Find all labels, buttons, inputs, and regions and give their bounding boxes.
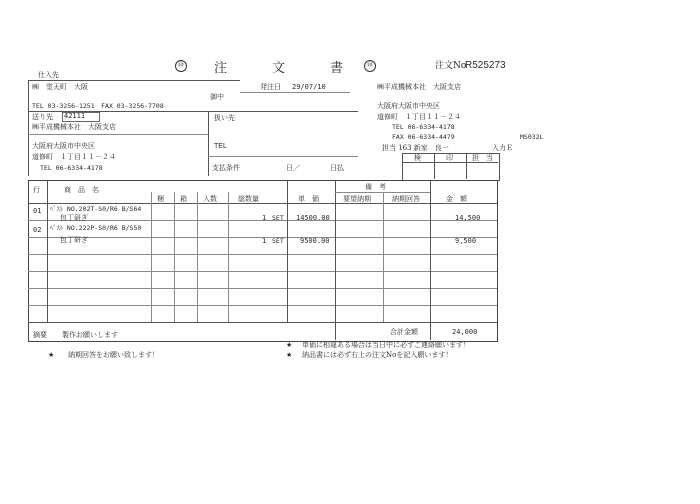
- col-header-line: 行: [33, 186, 40, 194]
- charge-label: 担 当: [472, 154, 493, 162]
- ship-to-company: ㈱平成機械本社 大阪支店: [32, 123, 116, 131]
- payment-day-label2: 日払: [330, 164, 344, 172]
- order-no-value: R525273: [465, 60, 506, 71]
- row-product: ﾍﾞｽﾄ NO.202T-S0/R6 B/S64: [50, 205, 142, 213]
- row-uom: SET: [272, 237, 284, 245]
- row-amount: 9,500: [455, 237, 477, 245]
- col-header-amount: 金 額: [446, 195, 467, 203]
- approval-label: 検: [414, 154, 421, 162]
- seal-label: 印: [446, 154, 453, 162]
- order-no-label: 注文No: [435, 61, 467, 71]
- col-header-product: 商 品 名: [64, 186, 99, 194]
- seal-mark-right: ㊞: [364, 60, 376, 72]
- ship-to-address2: 道修町 １丁目１１－２４: [32, 153, 116, 161]
- issuer-address1: 大阪府大阪市中央区: [377, 102, 440, 110]
- row-product-sub: 包丁研ぎ: [60, 236, 88, 244]
- col-header-remarks: 備 考: [365, 183, 386, 191]
- col-header-qty-per: 入数: [203, 195, 217, 203]
- issuer-code: MS032L: [520, 133, 544, 141]
- issuer-staff: 担当 163 新家 良一: [382, 144, 449, 152]
- order-date-label: 発注日: [260, 83, 281, 91]
- supplier-name: ㈱ 堂天町 大阪: [32, 83, 88, 91]
- star-icon: ★: [286, 351, 293, 359]
- ship-to-address1: 大阪府大阪市中央区: [32, 142, 95, 150]
- col-header-total-qty: 総数量: [238, 195, 259, 203]
- note-left: 納期回答をお願い致します！: [68, 351, 159, 359]
- note-right-2: 納品書には必ず右上の注文Noを記入願います！: [302, 351, 453, 359]
- supplier-tel-fax: TEL 03-3256-1251 FAX 03-3256-7708: [32, 102, 164, 110]
- total-label: 合計金額: [390, 328, 418, 336]
- row-line-no: 02: [33, 226, 42, 234]
- order-date-value: 29/07/10: [292, 83, 326, 91]
- row-line-no: 01: [33, 207, 42, 215]
- issuer-fax: FAX 06-6334-4479: [392, 133, 455, 141]
- row-product: ﾍﾞｽﾄ NO.222P-S0/R6 B/S50: [50, 224, 142, 232]
- summary-text: 製作お願いします: [62, 331, 118, 339]
- seal-mark-left: ㊞: [175, 60, 187, 72]
- title-char-3: 書: [330, 61, 344, 76]
- row-product-sub: 包丁研ぎ: [60, 214, 88, 222]
- col-header-desired-delivery: 要望納期: [343, 195, 371, 203]
- issuer-tel: TEL 06-6334-4178: [392, 123, 455, 131]
- ship-to-label: 送り先: [32, 113, 53, 121]
- supplier-honorific: 御中: [210, 93, 224, 101]
- supplier-section-label: 仕入先: [38, 71, 59, 79]
- ship-to-code: 42111: [64, 112, 86, 120]
- summary-label: 摘要: [33, 331, 47, 339]
- star-icon: ★: [286, 341, 293, 349]
- total-value: 24,000: [452, 328, 478, 336]
- payment-label: 支払条件: [212, 164, 240, 172]
- sender-company: ㈱平成機械本社 大阪支店: [377, 83, 461, 91]
- title-char-2: 文: [272, 61, 286, 76]
- star-icon: ★: [48, 351, 55, 359]
- row-amount: 14,500: [455, 214, 481, 222]
- ship-to-tel: TEL 06-6334-4178: [40, 164, 103, 172]
- title-char-1: 注: [214, 61, 228, 76]
- issuer-input-label: 入力Ｅ: [492, 144, 513, 152]
- issuer-address2: 道修町 １丁目１１－２４: [377, 113, 461, 121]
- col-header-cases: 箱: [180, 195, 187, 203]
- attention-tel-label: TEL: [214, 143, 227, 150]
- row-unit-price: 9500.00: [300, 237, 330, 245]
- note-right-1: 単価に相違ある場合は当日中に必ずご連絡願います！: [302, 341, 470, 349]
- row-uom: SET: [272, 214, 284, 222]
- payment-day-label1: 日／: [286, 164, 300, 172]
- row-qty: 1: [262, 214, 267, 222]
- col-header-unit: 梱: [157, 195, 164, 203]
- row-unit-price: 14500.00: [296, 214, 330, 222]
- col-header-unit-price: 単 価: [298, 195, 319, 203]
- row-qty: 1: [262, 237, 267, 245]
- attention-label: 扱い先: [214, 114, 235, 122]
- col-header-delivery-reply: 納期回答: [392, 195, 420, 203]
